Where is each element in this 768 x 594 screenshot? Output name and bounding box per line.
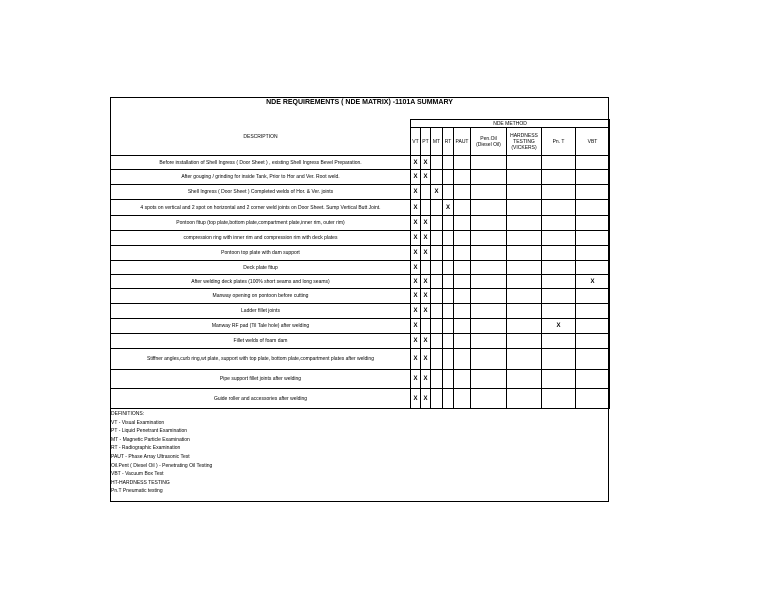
column-header: VBT	[576, 128, 610, 156]
method-cell: X	[421, 246, 431, 261]
column-header: RT	[443, 128, 454, 156]
method-cell: X	[421, 170, 431, 185]
method-cell	[542, 304, 576, 319]
method-cell	[507, 261, 542, 275]
method-cell	[542, 334, 576, 349]
method-cell	[471, 289, 507, 304]
method-cell	[431, 319, 443, 334]
table-row	[111, 334, 610, 349]
definition-item: PT - Liquid Penetrant Examination	[111, 428, 188, 435]
row-description: Manway opening on pontoon before cutting	[111, 289, 411, 304]
table-row	[111, 349, 610, 370]
method-cell	[443, 156, 454, 170]
definition-item: PAUT - Phase Array Ultrasonic Test	[111, 453, 190, 460]
row-description: Guide roller and accessories after welding	[111, 389, 411, 409]
definition-item: Pn.T Pneumatic testing	[111, 488, 163, 495]
method-cell	[471, 389, 507, 409]
definition-item: Oil.Pent ( Diesel Oil ) - Penetrating Oil Testing	[111, 462, 213, 469]
method-cell: X	[411, 304, 421, 319]
row-description: Shell Ingress ( Door Sheet ) Completed welds of Hor. & Ver. joints	[111, 185, 411, 200]
method-cell	[542, 289, 576, 304]
row-description: Ladder fillet joints	[111, 304, 411, 319]
method-cell	[507, 319, 542, 334]
method-cell	[431, 261, 443, 275]
method-cell	[443, 185, 454, 200]
method-cell	[454, 231, 471, 246]
method-cell	[454, 389, 471, 409]
method-cell	[443, 389, 454, 409]
method-cell	[431, 304, 443, 319]
table-row	[111, 370, 610, 389]
method-cell	[542, 275, 576, 289]
method-cell: X	[411, 261, 421, 275]
row-description: compression ring with inner rim and compression rim with deck plates	[111, 231, 411, 246]
method-cell	[542, 216, 576, 231]
definition-item: MT - Magnetic Particle Examination	[111, 436, 190, 443]
method-cell	[454, 216, 471, 231]
method-cell: X	[421, 370, 431, 389]
method-cell	[443, 334, 454, 349]
method-cell: X	[542, 319, 576, 334]
method-cell	[431, 200, 443, 216]
method-cell	[471, 185, 507, 200]
column-header: PAUT	[454, 128, 471, 156]
table-row	[111, 261, 610, 275]
row-description: Deck plate fitup	[111, 261, 411, 275]
method-cell	[454, 200, 471, 216]
method-cell	[507, 289, 542, 304]
method-cell	[443, 231, 454, 246]
method-cell	[542, 185, 576, 200]
method-cell	[507, 389, 542, 409]
definition-item: VBT - Vacuum Box Test	[111, 471, 164, 478]
table-row	[111, 170, 610, 185]
column-header: HARDNESS TESTING (VICKERS)	[507, 128, 542, 156]
method-cell	[443, 349, 454, 370]
method-cell	[454, 334, 471, 349]
method-cell	[507, 185, 542, 200]
method-cell	[431, 216, 443, 231]
method-cell: X	[421, 304, 431, 319]
method-cell	[431, 349, 443, 370]
method-cell	[471, 216, 507, 231]
method-cell: X	[411, 319, 421, 334]
method-cell	[576, 334, 610, 349]
method-cell	[542, 349, 576, 370]
method-cell: X	[421, 289, 431, 304]
method-cell	[454, 156, 471, 170]
method-cell	[431, 231, 443, 246]
method-cell	[576, 349, 610, 370]
method-cell	[576, 389, 610, 409]
method-cell	[542, 261, 576, 275]
method-cell: X	[421, 231, 431, 246]
method-cell	[576, 200, 610, 216]
method-cell: X	[411, 275, 421, 289]
method-cell	[542, 200, 576, 216]
method-cell	[471, 349, 507, 370]
method-cell	[454, 261, 471, 275]
page-title: NDE REQUIREMENTS ( NDE MATRIX) -1101A SUMMARY	[266, 99, 453, 106]
method-cell	[576, 370, 610, 389]
method-cell	[443, 261, 454, 275]
method-cell	[431, 334, 443, 349]
method-cell	[576, 185, 610, 200]
method-cell	[431, 275, 443, 289]
method-cell	[542, 231, 576, 246]
table-row	[111, 304, 610, 319]
table-row	[111, 289, 610, 304]
method-cell	[421, 185, 431, 200]
method-cell	[443, 246, 454, 261]
method-cell: X	[411, 156, 421, 170]
table-row	[111, 185, 610, 200]
method-cell	[454, 349, 471, 370]
method-cell	[454, 246, 471, 261]
method-cell: X	[411, 231, 421, 246]
method-cell	[576, 170, 610, 185]
method-cell	[443, 216, 454, 231]
method-cell: X	[576, 275, 610, 289]
method-cell: X	[411, 246, 421, 261]
method-cell: X	[411, 200, 421, 216]
row-description: Pontoon top plate with dam support	[111, 246, 411, 261]
method-cell: X	[411, 289, 421, 304]
method-cell	[507, 156, 542, 170]
method-cell	[454, 275, 471, 289]
method-cell	[471, 334, 507, 349]
method-cell	[454, 185, 471, 200]
method-cell	[471, 231, 507, 246]
table-row	[111, 156, 610, 170]
table-row	[111, 275, 610, 289]
method-cell	[443, 304, 454, 319]
method-cell: X	[411, 349, 421, 370]
method-cell	[471, 275, 507, 289]
method-cell	[443, 289, 454, 304]
method-cell	[507, 231, 542, 246]
method-cell	[421, 200, 431, 216]
row-description: After welding deck plates (100% short seams and long seams)	[111, 275, 411, 289]
header-group-row	[111, 120, 610, 128]
method-cell	[576, 246, 610, 261]
method-cell	[454, 304, 471, 319]
method-cell	[507, 170, 542, 185]
table-row	[111, 319, 610, 334]
method-cell	[507, 349, 542, 370]
method-cell	[431, 170, 443, 185]
method-cell: X	[421, 216, 431, 231]
method-cell	[443, 170, 454, 185]
method-cell	[431, 156, 443, 170]
nde-method-header: NDE METHOD	[411, 120, 610, 128]
method-cell	[454, 170, 471, 185]
method-cell	[471, 200, 507, 216]
method-cell	[507, 216, 542, 231]
row-description: Pontoon fitup (top plate,bottom plate,compartment plate,inner rim, outer rim)	[111, 216, 411, 231]
row-description: Before installation of Shell Ingress ( Door Sheet ) , existing Shell Ingress Bevel Preparation.	[111, 156, 411, 170]
method-cell: X	[431, 185, 443, 200]
definitions-heading: DEFINITIONS:	[111, 411, 145, 417]
method-cell	[471, 261, 507, 275]
method-cell: X	[411, 389, 421, 409]
method-cell	[576, 156, 610, 170]
table-row	[111, 200, 610, 216]
column-header: MT	[431, 128, 443, 156]
method-cell	[454, 289, 471, 304]
column-header: Pn. T	[542, 128, 576, 156]
table-row	[111, 231, 610, 246]
method-cell	[471, 304, 507, 319]
definition-item: RT - Radiographic Examination	[111, 445, 181, 452]
description-header: DESCRIPTION	[111, 120, 411, 156]
method-cell	[431, 389, 443, 409]
method-cell	[576, 289, 610, 304]
method-cell: X	[443, 200, 454, 216]
column-header: Pen.Oil (Diesel Oil)	[471, 128, 507, 156]
method-cell	[471, 246, 507, 261]
method-cell	[542, 246, 576, 261]
method-cell	[471, 370, 507, 389]
method-cell: X	[411, 216, 421, 231]
row-description: Pipe support fillet joints after welding	[111, 370, 411, 389]
definition-item: HT-HARDNESS TESTING	[111, 479, 170, 486]
row-description: Fillet welds of foam dam	[111, 334, 411, 349]
method-cell	[507, 334, 542, 349]
method-cell	[576, 216, 610, 231]
method-cell: X	[421, 156, 431, 170]
method-cell: X	[411, 334, 421, 349]
column-header: VT	[411, 128, 421, 156]
method-cell	[431, 246, 443, 261]
table-row	[111, 246, 610, 261]
method-cell: X	[421, 334, 431, 349]
table-row	[111, 216, 610, 231]
method-cell	[507, 370, 542, 389]
row-description: Stiffner angles,curb ring,wt plate, support with top plate, bottom plate,compartment plates after welding	[111, 349, 411, 370]
definitions-block	[111, 410, 411, 496]
method-cell	[454, 370, 471, 389]
method-cell: X	[421, 389, 431, 409]
method-cell	[507, 304, 542, 319]
method-cell	[507, 246, 542, 261]
method-cell	[507, 275, 542, 289]
method-cell	[576, 261, 610, 275]
method-cell	[421, 319, 431, 334]
method-cell	[542, 370, 576, 389]
method-cell: X	[421, 349, 431, 370]
row-description: Manway RF pad (Til Tale hole) after welding	[111, 319, 411, 334]
method-cell	[443, 319, 454, 334]
method-cell	[507, 200, 542, 216]
row-description: After gouging / grinding for inside Tank, Prior to Hor and Ver. Root weld.	[111, 170, 411, 185]
method-cell	[443, 275, 454, 289]
method-cell	[542, 156, 576, 170]
method-cell	[471, 170, 507, 185]
method-cell	[542, 389, 576, 409]
method-cell	[421, 261, 431, 275]
method-cell	[471, 319, 507, 334]
method-cell	[542, 170, 576, 185]
row-description: 4 spots on vertical and 2 spot on horizontal and 2 corner weld joints on Door Sheet. Sump Vertical Butt Joint.	[111, 200, 411, 216]
method-cell	[576, 304, 610, 319]
method-cell	[471, 156, 507, 170]
nde-matrix-table	[110, 119, 610, 409]
table-row	[111, 389, 610, 409]
column-header: PT	[421, 128, 431, 156]
nde-matrix-sheet	[110, 97, 609, 502]
definition-item: VT - Visual Examination	[111, 419, 165, 426]
method-cell: X	[411, 185, 421, 200]
method-cell	[431, 289, 443, 304]
method-cell	[454, 319, 471, 334]
method-cell	[443, 370, 454, 389]
method-cell	[431, 370, 443, 389]
method-cell: X	[411, 370, 421, 389]
method-cell: X	[421, 275, 431, 289]
method-cell	[576, 231, 610, 246]
method-cell: X	[411, 170, 421, 185]
method-cell	[576, 319, 610, 334]
